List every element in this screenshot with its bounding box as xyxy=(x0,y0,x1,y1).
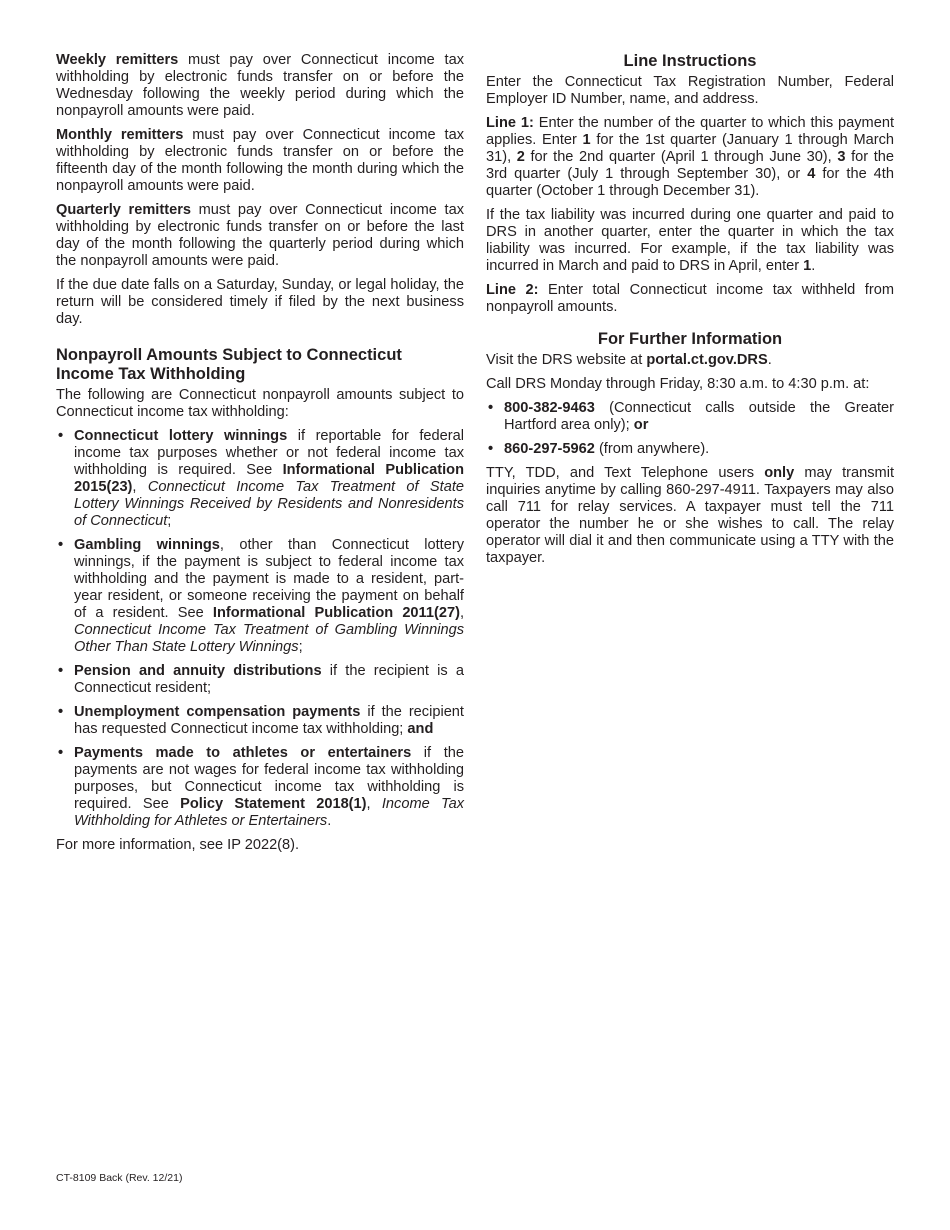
line-1-paragraph: Line 1: Enter the number of the quarter to which this payment applies. Enter 1 for the 1st quarter (January 1 through March 31), 2 for the 2nd quarter (April 1 through June 30), 3 for the 3rd quarter (July 1 through September 30), or 4 for the 4th quarter (October 1 through December 31). xyxy=(486,115,895,199)
list-item: • Gambling winnings, other than Connecticut lottery winnings, if the payment is subject to federal income tax withholding and the payment is made to a resident, part-year resident, or someone receiving the payment on behalf of a resident. See Informational Publication 2011(27), Connecticut Income Tax Treatment of Gambling Winnings Other Than State Lottery Winnings; xyxy=(58,537,464,655)
list-item: • 800-382-9463 (Connecticut calls outside the Greater Hartford area only); or xyxy=(488,400,894,433)
website-link[interactable]: portal.ct.gov.DRS xyxy=(646,352,768,368)
list-item: • Unemployment compensation payments if the recipient has requested Connecticut income tax withholding; and xyxy=(58,704,464,737)
list-item: • Connecticut lottery winnings if reportable for federal income tax purposes whether or not federal income tax withholding is required. See Informational Publication 2015(23), Connecticut Income Tax Treatment of State Lottery Winnings Received by Residents and Nonresidents of Connecticut; xyxy=(58,428,465,529)
line-instructions-heading: Line Instructions xyxy=(623,52,757,70)
line-1-label: Line 1: xyxy=(486,115,534,131)
more-info-paragraph: For more information, see IP 2022(8). xyxy=(56,837,300,853)
list-item: • Payments made to athletes or entertainers if the payments are not wages for federal income tax withholding purposes, but Connecticut income tax withholding is required. See Policy Statement 2018(1), Income Tax Withholding for Athletes or Entertainers. xyxy=(58,745,464,829)
bullet-icon: • xyxy=(58,537,64,553)
visit-website-paragraph: Visit the DRS website at portal.ct.gov.DRS. xyxy=(486,352,772,368)
line-instructions-intro: Enter the Connecticut Tax Registration Number, Federal Employer ID Number, name, and address. xyxy=(486,74,894,107)
phone-number: 800-382-9463 xyxy=(504,400,595,416)
bullet-icon: • xyxy=(58,663,64,679)
line-2-label: Line 2: xyxy=(486,282,539,298)
monthly-remitters-term: Monthly remitters xyxy=(56,127,184,143)
phone-list xyxy=(486,400,894,458)
bullet-icon: • xyxy=(58,704,64,720)
due-date-paragraph: If the due date falls on a Saturday, Sunday, or legal holiday, the return will be considered timely if filed by the next business day. xyxy=(56,277,464,327)
bullet-icon: • xyxy=(488,441,494,457)
quarterly-remitters-term: Quarterly remitters xyxy=(56,202,191,218)
left-column xyxy=(56,52,464,861)
further-info-heading: For Further Information xyxy=(597,330,783,348)
form-footer: CT-8109 Back (Rev. 12/21) xyxy=(56,1172,183,1184)
nonpayroll-heading: Nonpayroll Amounts Subject to Connecticut Income Tax Withholding xyxy=(56,346,402,383)
list-item: • Pension and annuity distributions if the recipient is a Connecticut resident; xyxy=(58,663,464,696)
phone-number: 860-297-5962 xyxy=(504,441,595,457)
right-column xyxy=(486,52,894,574)
nonpayroll-intro: The following are Connecticut nonpayroll amounts subject to Connecticut income tax withholding: xyxy=(56,387,464,420)
weekly-remitters-paragraph: Weekly remitters must pay over Connecticut income tax withholding by electronic funds transfer on or before the Wednesday following the weekly period during which the nonpayroll amounts were paid. xyxy=(56,52,465,119)
quarterly-remitters-paragraph: Quarterly remitters must pay over Connecticut income tax withholding by electronic funds transfer on or before the last day of the month following the quarterly period during which the nonpayroll amounts were paid. xyxy=(56,202,464,269)
line-2-paragraph: Line 2: Enter total Connecticut income tax withheld from nonpayroll amounts. xyxy=(486,282,894,315)
list-item: • 860-297-5962 (from anywhere). xyxy=(488,441,710,457)
liability-paragraph: If the tax liability was incurred during one quarter and paid to DRS in another quarter, enter the quarter in which the tax liability was incurred. For example, if the tax liability was incurred in March and paid to DRS in April, enter 1. xyxy=(486,207,894,274)
bullet-icon: • xyxy=(58,745,64,761)
bullet-icon: • xyxy=(488,400,494,416)
nonpayroll-list xyxy=(56,428,464,830)
call-hours-paragraph: Call DRS Monday through Friday, 8:30 a.m. to 4:30 p.m. at: xyxy=(486,376,870,392)
monthly-remitters-paragraph: Monthly remitters must pay over Connecticut income tax withholding by electronic funds transfer on or before the fifteenth day of the month following the month during which the nonpayroll amounts were paid. xyxy=(56,127,465,194)
bullet-icon: • xyxy=(58,428,64,444)
weekly-remitters-term: Weekly remitters xyxy=(56,52,179,68)
tty-paragraph: TTY, TDD, and Text Telephone users only may transmit inquiries anytime by calling 860-297-4911. Taxpayers may also call 711 for relay services. A taxpayer must tell the 711 operator the number he or she wishes to call. The relay operator will dial it and then communicate using a TTY with the taxpayer. xyxy=(486,465,894,566)
